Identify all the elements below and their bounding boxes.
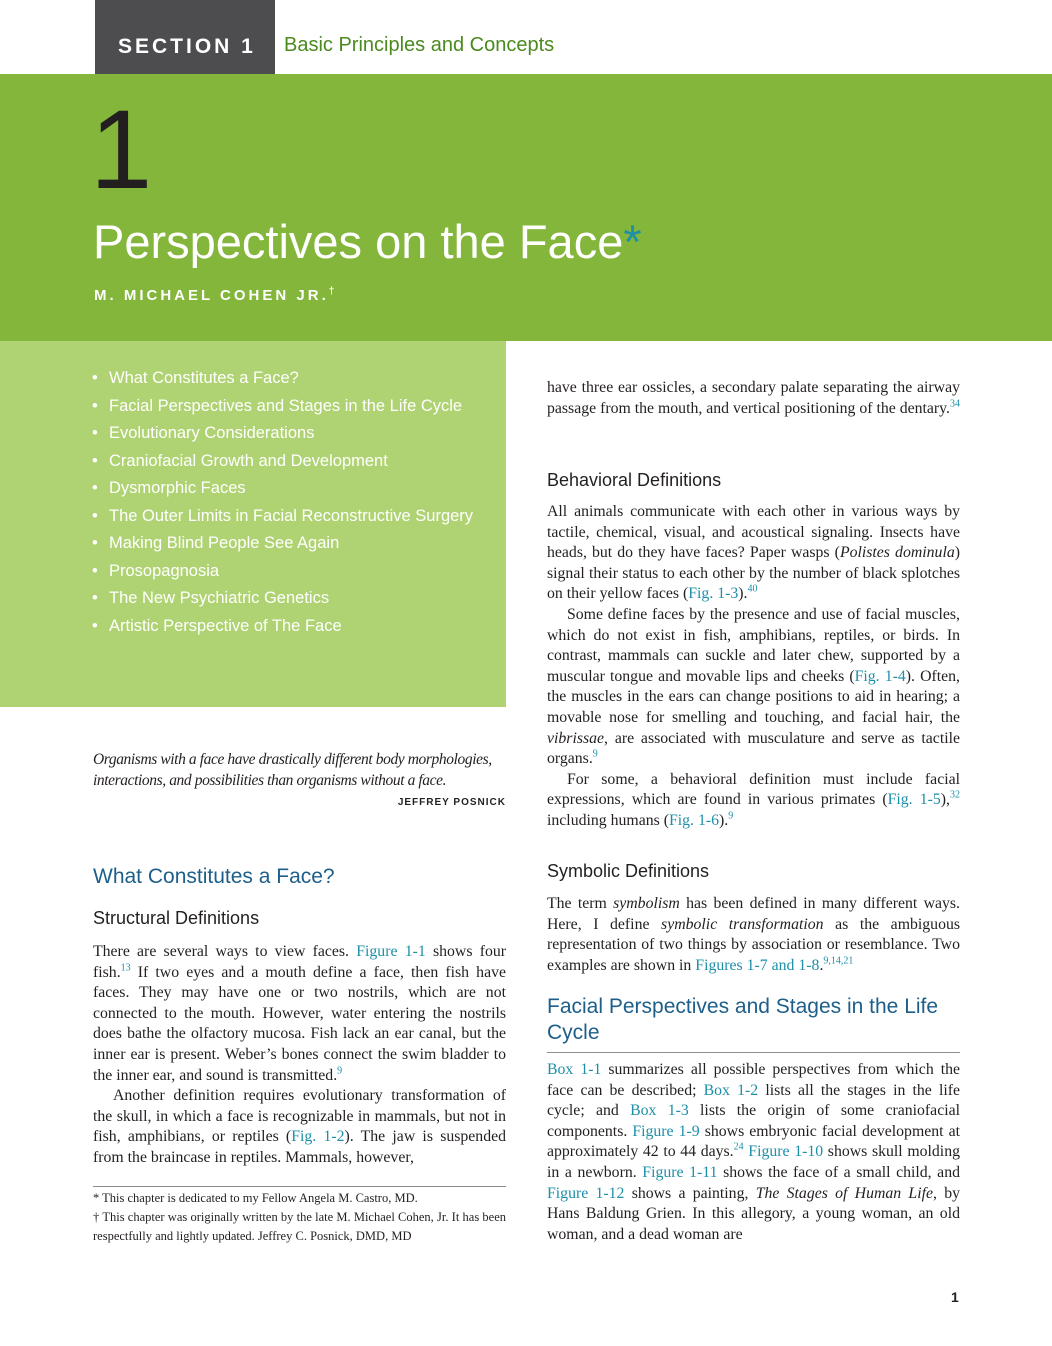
citation[interactable]: 9 — [728, 810, 734, 822]
left-body-text — [93, 942, 506, 1169]
figure-link[interactable]: Fig. 1-5 — [887, 791, 941, 809]
citation[interactable]: 9 — [337, 1065, 343, 1077]
citation[interactable]: 9,14,21 — [823, 955, 854, 967]
box-link[interactable]: Box 1-3 — [630, 1102, 689, 1120]
bullet-icon: • — [92, 479, 98, 497]
epigraph-quote: Organisms with a face have drastically different body morphologies, interactions, and possibilities than organisms without a face. — [93, 751, 492, 789]
subsection-heading: Behavioral Definitions — [547, 470, 722, 490]
paragraph: There are several ways to view faces. Figure 1-1 shows four fish.$^{13}$ If two eyes and a mouth define a face, then fish have faces. They may have one or two nostrils, which are not connected to the mouth. However, water entering the nostrils does bathe the olfactory mucosa. Fish lack an ear canal, but the inner ear is present. Weber’s bones connect the swim bladder to the inner ear, and sound is transmitted.$^9$ — [93, 943, 507, 1084]
heading-divider — [547, 1052, 960, 1053]
bullet-icon: • — [92, 561, 98, 580]
figure-link[interactable]: Figures 1-7 and 1-8 — [695, 956, 820, 974]
bullet-icon: • — [92, 616, 98, 635]
figure-link[interactable]: Figure 1-10 — [748, 1143, 824, 1161]
paragraph: Another definition requires evolutionary transformation of the skull, in which a face is recognizable in mammals, but not in fish, amphibians, or reptiles (Fig. 1-2). The jaw is suspended from the braincase in reptiles. Mammals, however, — [93, 1087, 506, 1166]
bullet-icon: • — [92, 506, 98, 525]
paragraph: Box 1-1 summarizes all possible perspectives from which the face can be described; Box 1-2 lists all the stages in the life cycle; and Box 1-3 lists the origin of some craniofacial components. Figure 1-9 shows embryonic facial development at approximately 42 to 44 days.$^{24}$ Figure 1-10 shows skull molding in a newborn. Figure 1-11 shows the face of a small child, and Figure 1-12 shows a painting, The Stages of Human Life, by Hans Baldung Grien. In this allegory, a young woman, an old woman, and a dead woman are — [547, 1061, 961, 1243]
outline-item[interactable]: • Dysmorphic Faces — [92, 479, 246, 497]
outline-item[interactable]: • Artistic Perspective of The Face — [92, 616, 342, 635]
bullet-icon: • — [92, 451, 98, 470]
citation[interactable]: 34 — [950, 398, 961, 410]
chapter-title — [93, 214, 642, 270]
outline-item[interactable]: • Prosopagnosia — [92, 561, 220, 580]
bullet-icon: • — [92, 424, 98, 442]
figure-link[interactable]: Figure 1-12 — [547, 1184, 625, 1202]
chapter-number: 1 — [90, 87, 153, 212]
paragraph: The term symbolism has been defined in many different ways. Here, I define symbolic transformation as the ambiguous representation of two things by association or resemblance. Two examples are shown in Figures 1-7 and 1-8.$^{9,14,21}$ — [547, 895, 961, 974]
paragraph: Some define faces by the presence and use of facial muscles, which do not exist in fish, amphibians, reptiles, or birds. In contrast, mammals can suckle and later chew, supported by a muscular tongue and movable lips and cheeks (Fig. 1-4). Often, the muscles in the ears can change positions to aid in hearing; a movable nose for smelling and touching, and facial hair, the vibrissae, are associated with musculature and serve as tactile organs.$^9$ — [547, 605, 960, 768]
bullet-icon: • — [92, 396, 98, 415]
outline-item[interactable]: • What Constitutes a Face? — [92, 369, 299, 387]
figure-link[interactable]: Fig. 1-3 — [688, 585, 739, 603]
figure-link[interactable]: Fig. 1-6 — [668, 811, 720, 829]
chapter-author — [94, 287, 337, 304]
section-label: SECTION 1 — [95, 0, 275, 74]
outline-item[interactable]: • Making Blind People See Again — [92, 534, 340, 552]
footnotes — [93, 1189, 506, 1246]
section-heading: Facial Perspectives and Stages in the Life Cycle — [547, 995, 939, 1044]
author-name: M. MICHAEL COHEN JR. — [94, 287, 329, 304]
figure-link[interactable]: Figure 1-1 — [356, 943, 426, 960]
figure-link[interactable]: Fig. 1-2 — [291, 1128, 345, 1146]
outline-item[interactable]: • Facial Perspectives and Stages in the Life Cycle — [92, 396, 463, 415]
section-heading: What Constitutes a Face? — [93, 865, 335, 888]
paragraph: For some, a behavioral definition must include facial expressions, which are found in various primates (Fig. 1-5),$^{32}$ including humans (Fig. 1-6).$^9$ — [547, 770, 960, 829]
citation[interactable]: 24 — [733, 1142, 744, 1154]
bullet-icon: • — [92, 589, 98, 607]
bullet-icon: • — [92, 369, 98, 387]
chapter-outline — [92, 368, 492, 643]
footnote: * This chapter is dedicated to my Fellow Angela M. Castro, MD. — [93, 1191, 418, 1205]
footnote: † This chapter was originally written by the late M. Michael Cohen, Jr. It has been respectfully and lightly updated. Jeffrey C. Posnick, DMD, MD — [93, 1210, 507, 1243]
page-number: 1 — [951, 1289, 959, 1305]
symbolic-text — [547, 894, 960, 976]
chapter-title-text: Perspectives on the Face — [93, 215, 624, 268]
figure-link[interactable]: Figure 1-9 — [632, 1122, 700, 1140]
citation[interactable]: 32 — [950, 790, 960, 802]
epigraph-author: JEFFREY POSNICK — [397, 797, 506, 808]
outline-item[interactable]: • The New Psychiatric Genetics — [92, 589, 330, 607]
outline-item[interactable]: • The Outer Limits in Facial Reconstructive Surgery — [92, 506, 474, 525]
right-body-continued — [547, 378, 960, 419]
behavioral-text — [547, 502, 960, 832]
figure-link[interactable]: Figure 1-11 — [642, 1163, 718, 1181]
box-link[interactable]: Box 1-1 — [547, 1061, 602, 1078]
facial-perspectives-text — [547, 1060, 960, 1245]
footnote-divider — [93, 1186, 506, 1187]
citation[interactable]: 13 — [120, 962, 131, 974]
paragraph: have three ear ossicles, a secondary palate separating the airway passage from the mouth, and vertical positioning of the dentary.$^{34}$ — [547, 379, 961, 417]
paragraph: All animals communicate with each other in various ways by tactile, chemical, visual, and acoustical signaling. Insects have heads, but do they have faces? Paper wasps (Polistes dominula) signal their status to each other by the number of black splotches on their yellow faces (Fig. 1-3).$^{40}$ — [547, 503, 960, 603]
chapter-title-mark: * — [623, 215, 642, 268]
citation[interactable]: 40 — [747, 584, 758, 596]
section-title: Basic Principles and Concepts — [284, 34, 555, 56]
bullet-icon: • — [92, 534, 98, 552]
box-link[interactable]: Box 1-2 — [703, 1081, 759, 1099]
subsection-heading: Symbolic Definitions — [547, 861, 710, 881]
author-mark: † — [328, 286, 338, 297]
citation[interactable]: 9 — [592, 748, 598, 760]
subsection-heading: Structural Definitions — [93, 908, 260, 928]
outline-item[interactable]: • Evolutionary Considerations — [92, 424, 315, 442]
outline-item[interactable]: • Craniofacial Growth and Development — [92, 451, 388, 470]
figure-link[interactable]: Fig. 1-4 — [854, 667, 906, 685]
